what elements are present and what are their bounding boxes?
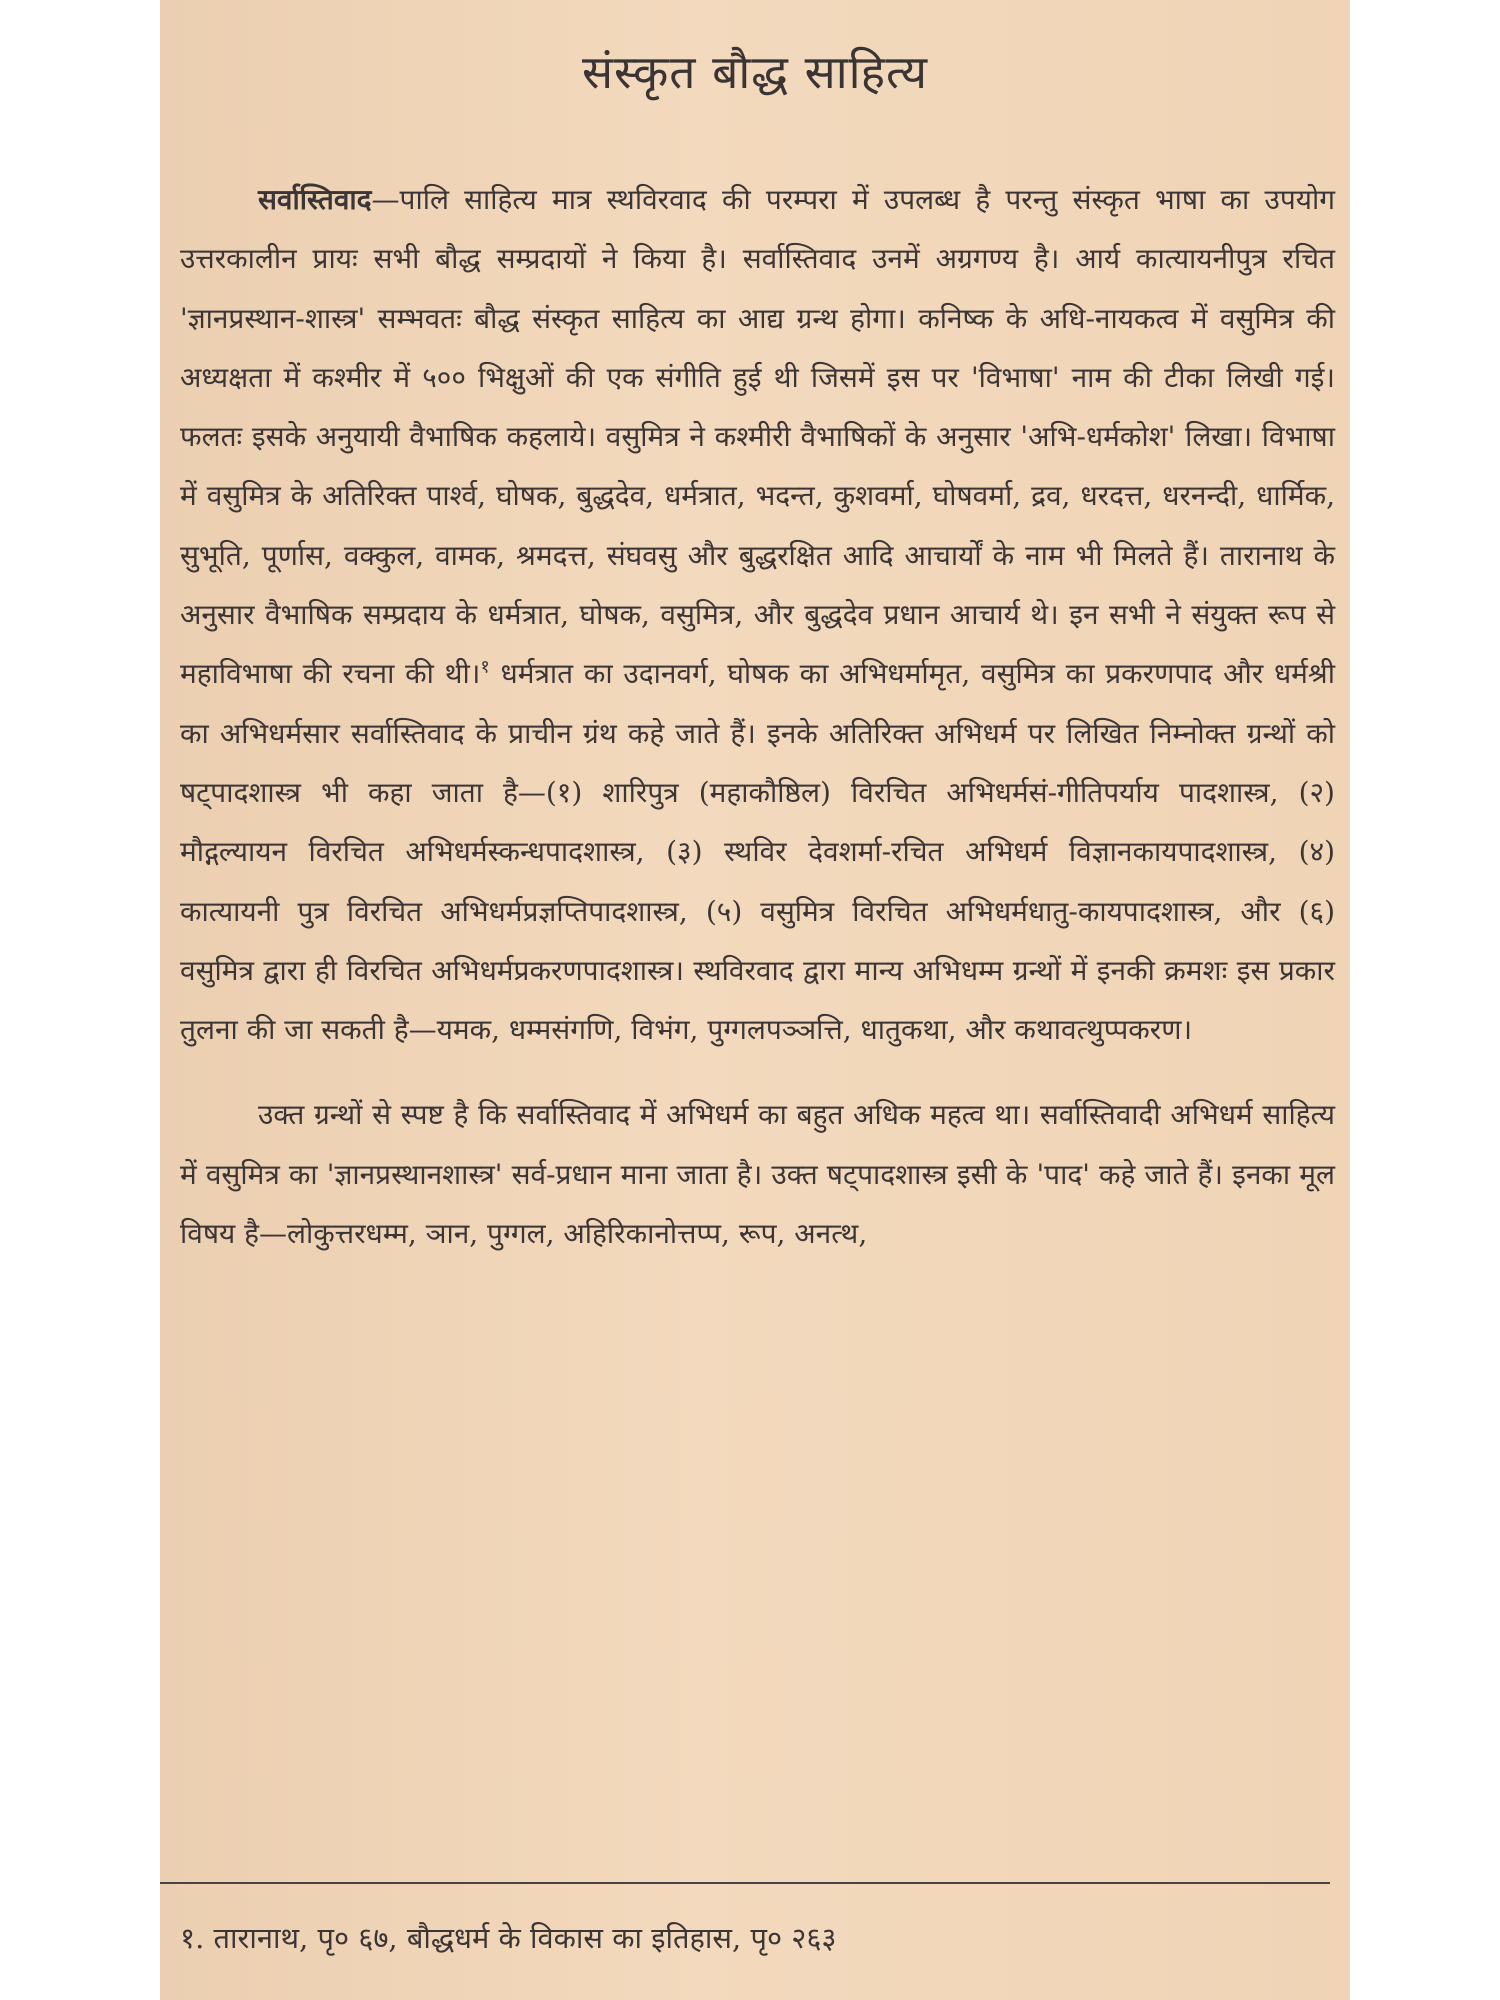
paragraph-1-lead: सर्वास्तिवाद (258, 183, 372, 216)
paragraph-1 (180, 170, 1335, 1059)
book-page (160, 0, 1350, 2000)
paragraph-1-text-b: धर्मत्रात का उदानवर्ग, घोषक का अभिधर्मामृत, वसुमित्र का प्रकरणपाद और धर्मश्री का अभिधर्मसार सर्वास्तिवाद के प्राचीन ग्रंथ कहे जाते हैं। इनके अतिरिक्त अभिधर्म पर लिखित निम्नोक्त ग्रन्थों को षट्पादशास्त्र भी कहा जाता है—(१) शारिपुत्र (महाकौष्ठिल) विरचित अभिधर्मसं-गीतिपर्याय पादशास्त्र, (२) मौद्गल्यायन विरचित अभिधर्मस्कन्धपादशास्त्र, (३) स्थविर देवशर्मा-रचित अभिधर्म विज्ञानकायपादशास्त्र, (४) कात्यायनी पुत्र विरचित अभिधर्मप्रज्ञप्तिपादशास्त्र, (५) वसुमित्र विरचित अभिधर्मधातु-कायपादशास्त्र, और (६) वसुमित्र द्वारा ही विरचित अभिधर्मप्रकरणपादशास्त्र। स्थविरवाद द्वारा मान्य अभिधम्म ग्रन्थों में इनकी क्रमशः इस प्रकार तुलना की जा सकती है—यमक, धम्मसंगणि, विभंग, पुग्गलपञ्ञत्ति, धातुकथा, और कथावत्थुप्पकरण। (180, 657, 1336, 1047)
footnote-marker: १ (480, 657, 490, 679)
paragraph-1-text-a: —पालि साहित्य मात्र स्थविरवाद की परम्परा में उपलब्ध है परन्तु संस्कृत भाषा का उपयोग उत्तरकालीन प्रायः सभी बौद्ध सम्प्रदायों ने किया है। सर्वास्तिवाद उनमें अग्रगण्य है। आर्य कात्यायनीपुत्र रचित 'ज्ञानप्रस्थान-शास्त्र' सम्भवतः बौद्ध संस्कृत साहित्य का आद्य ग्रन्थ होगा। कनिष्क के अधि-नायकत्व में वसुमित्र की अध्यक्षता में कश्मीर में ५०० भिक्षुओं की एक संगीति हुई थी जिसमें इस पर 'विभाषा' नाम की टीका लिखी गई। फलतः इसके अनुयायी वैभाषिक कहलाये। वसुमित्र ने कश्मीरी वैभाषिकों के अनुसार 'अभि-धर्मकोश' लिखा। विभाषा में वसुमित्र के अतिरिक्त पार्श्व, घोषक, बुद्धदेव, धर्मत्रात, भदन्त, कुशवर्मा, घोषवर्मा, द्रव, धरदत्त, धरनन्दी, धार्मिक, सुभूति, पूर्णास, वक्कुल, वामक, श्रमदत्त, संघवसु और बुद्धरक्षित आदि आचार्यों के नाम भी मिलते हैं। तारानाथ के अनुसार वैभाषिक सम्प्रदाय के धर्मत्रात, घोषक, वसुमित्र, और बुद्धदेव प्रधान आचार्य थे। इन सभी ने संयुक्त रूप से महाविभाषा की रचना की थी। (180, 183, 1335, 691)
footnote-divider (160, 1882, 1330, 1884)
page-title: संस्कृत बौद्ध साहित्य (581, 45, 929, 99)
main-text (180, 170, 1335, 1263)
paragraph-2: उक्त ग्रन्थों से स्पष्ट है कि सर्वास्तिवाद में अभिधर्म का बहुत अधिक महत्व था। सर्वास्तिवादी अभिधर्म साहित्य में वसुमित्र का 'ज्ञानप्रस्थानशास्त्र' सर्व-प्रधान माना जाता है। उक्त षट्पादशास्त्र इसी के 'पाद' कहे जाते हैं। इनका मूल विषय है—लोकुत्तरधम्म, ञान, पुग्गल, अहिरिकानोत्तप्प, रूप, अनत्थ, (180, 1098, 1335, 1251)
footnote: १. तारानाथ, पृ० ६७, बौद्धधर्म के विकास का इतिहास, पृ० २६३ (180, 1921, 837, 1955)
